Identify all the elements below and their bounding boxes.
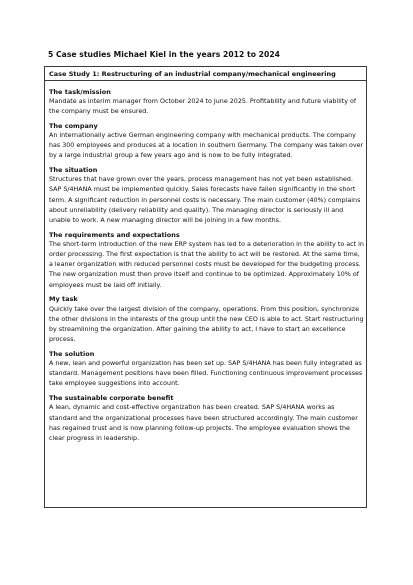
section-heading: The company	[49, 121, 98, 130]
section-solution	[49, 349, 364, 390]
section-heading: The requirements and expectations	[49, 230, 180, 239]
section-text: Mandate as interim manager from October 2024 to June 2025. Profitability and future viability of the company must be ensured.	[49, 97, 357, 115]
section-text: A lean, dynamic and cost-effective organization has been created. SAP S/4HANA works as standard and the organizational processes have been structured accordingly. The main customer has regained trust and is now planning follow-up projects. The employee evaluation shows the clear progress in leadership.	[49, 404, 358, 442]
document-title: 5 Case studies Michael Kiel in the years 2012 to 2024	[48, 50, 280, 59]
section-heading: The situation	[49, 165, 98, 174]
section-my-task	[49, 294, 364, 345]
section-requirements	[49, 230, 364, 291]
section-text: A new, lean and powerful organization has been set up. SAP S/4HANA has been fully integrated as standard. Management positions have been filled. Functioning continuous improvement processes take employee suggestions into account.	[49, 360, 363, 388]
section-heading: My task	[49, 295, 78, 304]
section-heading: The task/mission	[49, 87, 111, 96]
section-task-mission	[49, 87, 364, 118]
case-study-header: Case Study 1: Restructuring of an industrial company/mechanical engineering	[45, 67, 366, 81]
section-company	[49, 121, 364, 162]
section-heading: The sustainable corporate benefit	[49, 394, 174, 403]
section-text: Structures that have grown over the years, process management has not yet been established. SAP S/4HANA must be implemented quickly. Sales forecasts have fallen significantly in the short term. A significant reduction in personnel costs is necessary. The main customer (40%) complains about unreliability (delivery reliability and quality). The managing director is seriously ill and unable to work. A new managing director will be joining in a few months.	[49, 176, 361, 224]
case-study-body	[49, 83, 364, 444]
section-text: An internationally active German engineering company with mechanical products. The company has 300 employees and produces at a location in southern Germany. The company was taken over by a large industrial group a few years ago and is now to be fully integrated.	[49, 131, 364, 160]
section-corporate-benefit	[49, 393, 364, 444]
section-heading: The solution	[49, 349, 95, 358]
case-study-box	[44, 66, 367, 508]
section-situation	[49, 165, 364, 226]
section-text: The short-term introduction of the new ERP system has led to a deterioration in the ability to act in order processing. The first expectation is that the ability to act will be restored. At the same time, a leaner organization with reduced personnel costs must be developed for the budgeting process. The new organization must then prove itself and continue to be optimized. Approximately 10% of employees must be laid off initially.	[49, 240, 364, 289]
section-text: Quickly take over the largest division of the company, operations. From this position, synchronize the other divisions in the interests of the group until the new CEO is able to act. Start restructuring by streamlining the organization. After gaining the ability to act, I have to start an excellence process.	[49, 305, 364, 344]
